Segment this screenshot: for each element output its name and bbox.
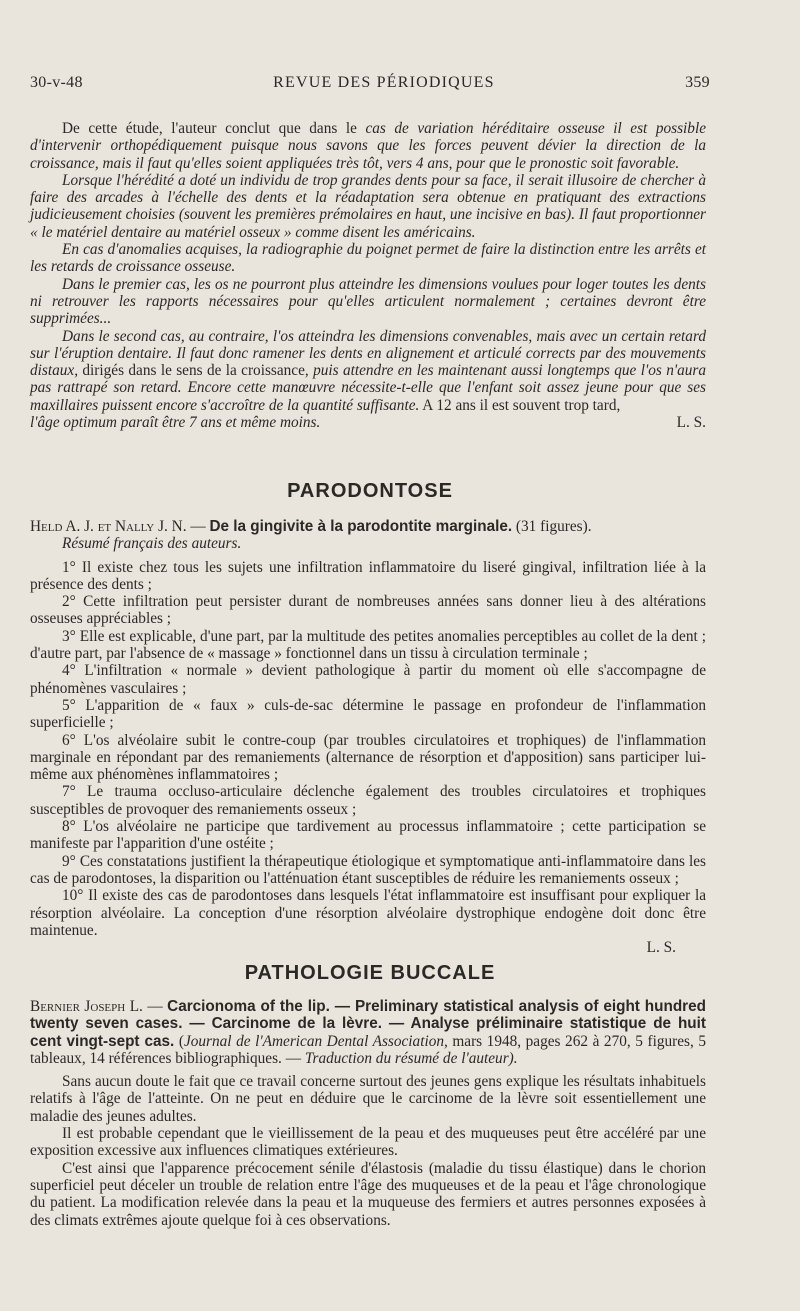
section-continuation — [30, 120, 706, 431]
section-parodontose — [30, 518, 706, 956]
list-item: 8° L'os alvéolaire ne participe que tardivement au processus inflammatoire ; cette participation se manifeste par l'apparition d'une ostéite ; — [30, 818, 706, 853]
paragraph-end: l'âge optimum paraît être 7 ans et même moins. L. S. — [30, 414, 706, 432]
list-item: 4° L'infiltration « normale » devient pathologique à partir du moment où elle s'accompagne de phénomènes vasculaires ; — [30, 662, 706, 697]
paragraph: C'est ainsi que l'apparence précocement sénile d'élastosis (maladie du tissu élastique) dans le chorion superficiel peut déceler un trouble de relation entre l'âge des muqueuses et de la peau et l'âge chronologique du patient. La modification relevée dans la peau et la muqueuse des fermiers et autres personnes exposées à des climats extrêmes ajoute quelque foi à ces observations. — [30, 1159, 706, 1229]
reference-subtitle: Résumé français des auteurs. — [62, 535, 242, 553]
paragraph: De cette étude, l'auteur conclut que dans le cas de variation héréditaire osseuse il est possible d'intervenir orthopédiquement puisque nous savons que les forces peuvent dévier la direction de la croissance, mais il faut qu'elles soient appliquées très tôt, vers 4 ans, pour que le pronostic soit favorable. — [30, 120, 706, 172]
list-item: 3° Elle est explicable, d'une part, par la multitude des petites anomalies perceptibles au collet de la dent ; d'autre part, par l'absence de « massage » fonctionnel dans un tissu à circulation terminale ; — [30, 627, 706, 663]
list-item: 7° Le trauma occluso-articulaire déclenche également des troubles circulatoires et trophiques susceptibles de provoquer des remaniements osseux ; — [30, 783, 706, 818]
reference: Bernier Joseph L. — Carcionoma of the lip. — Preliminary statistical analysis of eight hundred twenty seven cases. — Carcinome de la lèvre. — Analyse préliminaire statistique de huit cent vingt-sept cas. (Journal de l'American Dental Association, mars 1948, pages 262 à 270, 5 figures, 5 tableaux, 14 références bibliographiques. — Traduction du résumé de l'auteur). — [30, 998, 706, 1067]
paragraph: Dans le second cas, au contraire, l'os atteindra les dimensions convenables, mais avec un certain retard sur l'éruption dentaire. Il faut donc ramener les dents en alignement et articulé corrects par des mouvements distaux, dirigés dans le sens de la croissance, puis attendre en les maintenant aussi longtemps que l'os n'aura pas rattrapé son retard. Encore cette manœuvre nécessite-t-elle que l'enfant soit assez jeune pour que ses maxillaires puissent encore s'accroître de la quantité suffisante. A 12 ans il est souvent trop tard, — [30, 327, 707, 414]
section-heading-parodontose: PARODONTOSE — [287, 480, 453, 502]
signature: L. S. — [646, 939, 676, 957]
list-item: 6° L'os alvéolaire subit le contre-coup (par troubles circulatoires et trophiques) de l'inflammation marginale en répondant par des remaniements (alternance de résorption et d'apposition) sans participer lui-même aux phénomènes inflammatoires ; — [30, 731, 706, 784]
section-pathologie — [30, 998, 706, 1229]
list-item: 5° L'apparition de « faux » culs-de-sac détermine le passage en profondeur de l'inflammation superficielle ; — [30, 696, 706, 732]
paragraph: Dans le premier cas, les os ne pourront plus atteindre les dimensions voulues pour loger toutes les dents ni retrouver les rapports nécessaires pour qu'elles articulent normalement ; certaines devront être supprimées... — [30, 275, 706, 328]
list-item: 1° Il existe chez tous les sujets une infiltration inflammatoire du liseré gingival, infiltration liée à la présence des dents ; — [30, 558, 706, 593]
page-number: 359 — [685, 74, 710, 91]
reference: Held A. J. et Nally J. N. — De la gingivite à la parodontite marginale. (31 figures). — [30, 518, 592, 535]
paragraph: Sans aucun doute le fait que ce travail concerne surtout des jeunes gens explique les résultats inhabituels relatifs à l'âge de l'atteinte. On ne peut en déduire que le carcinome de la lèvre soit essentiellement une maladie des jeunes adultes. — [30, 1073, 706, 1125]
signature: L. S. — [676, 414, 706, 432]
list-item: 10° Il existe des cas de parodontoses dans lesquels l'état inflammatoire est insuffisant pour expliquer la résorption alvéolaire. La conception d'une résorption alvéolaire dystrophique endogène doit donc être maintenue. — [30, 887, 706, 939]
running-header — [30, 74, 710, 92]
header-date: 30-v-48 — [30, 74, 83, 91]
list-item: 2° Cette infiltration peut persister durant de nombreuses années sans donner lieu à des altérations osseuses appréciables ; — [30, 593, 706, 628]
section-heading-pathologie: PATHOLOGIE BUCCALE — [244, 962, 496, 984]
paragraph: Lorsque l'hérédité a doté un individu de trop grandes dents pour sa face, il serait illusoire de chercher à faire des arcades à l'échelle des dents et la réadaptation sera obtenue en pratiquant des extractions judicieusement choisies (souvent les premières prémolaires en haut, une incisive en bas). Il faut proportionner « le matériel dentaire au matériel osseux » comme disent les américains. — [30, 171, 706, 241]
paragraph: En cas d'anomalies acquises, la radiographie du poignet permet de faire la distinction entre les arrêts et les retards de croissance osseuse. — [30, 241, 706, 276]
paragraph: Il est probable cependant que le vieillissement de la peau et des muqueuses peut être accéléré par une exposition excessive aux influences climatiques extérieures. — [30, 1125, 706, 1160]
header-title: REVUE DES PÉRIODIQUES — [273, 74, 495, 91]
list-item: 9° Ces constatations justifient la thérapeutique étiologique et symptomatique anti-inflammatoire dans les cas de parodontoses, la disparition ou l'atténuation étant susceptibles de réduire les remaniements osseux ; — [30, 852, 706, 887]
